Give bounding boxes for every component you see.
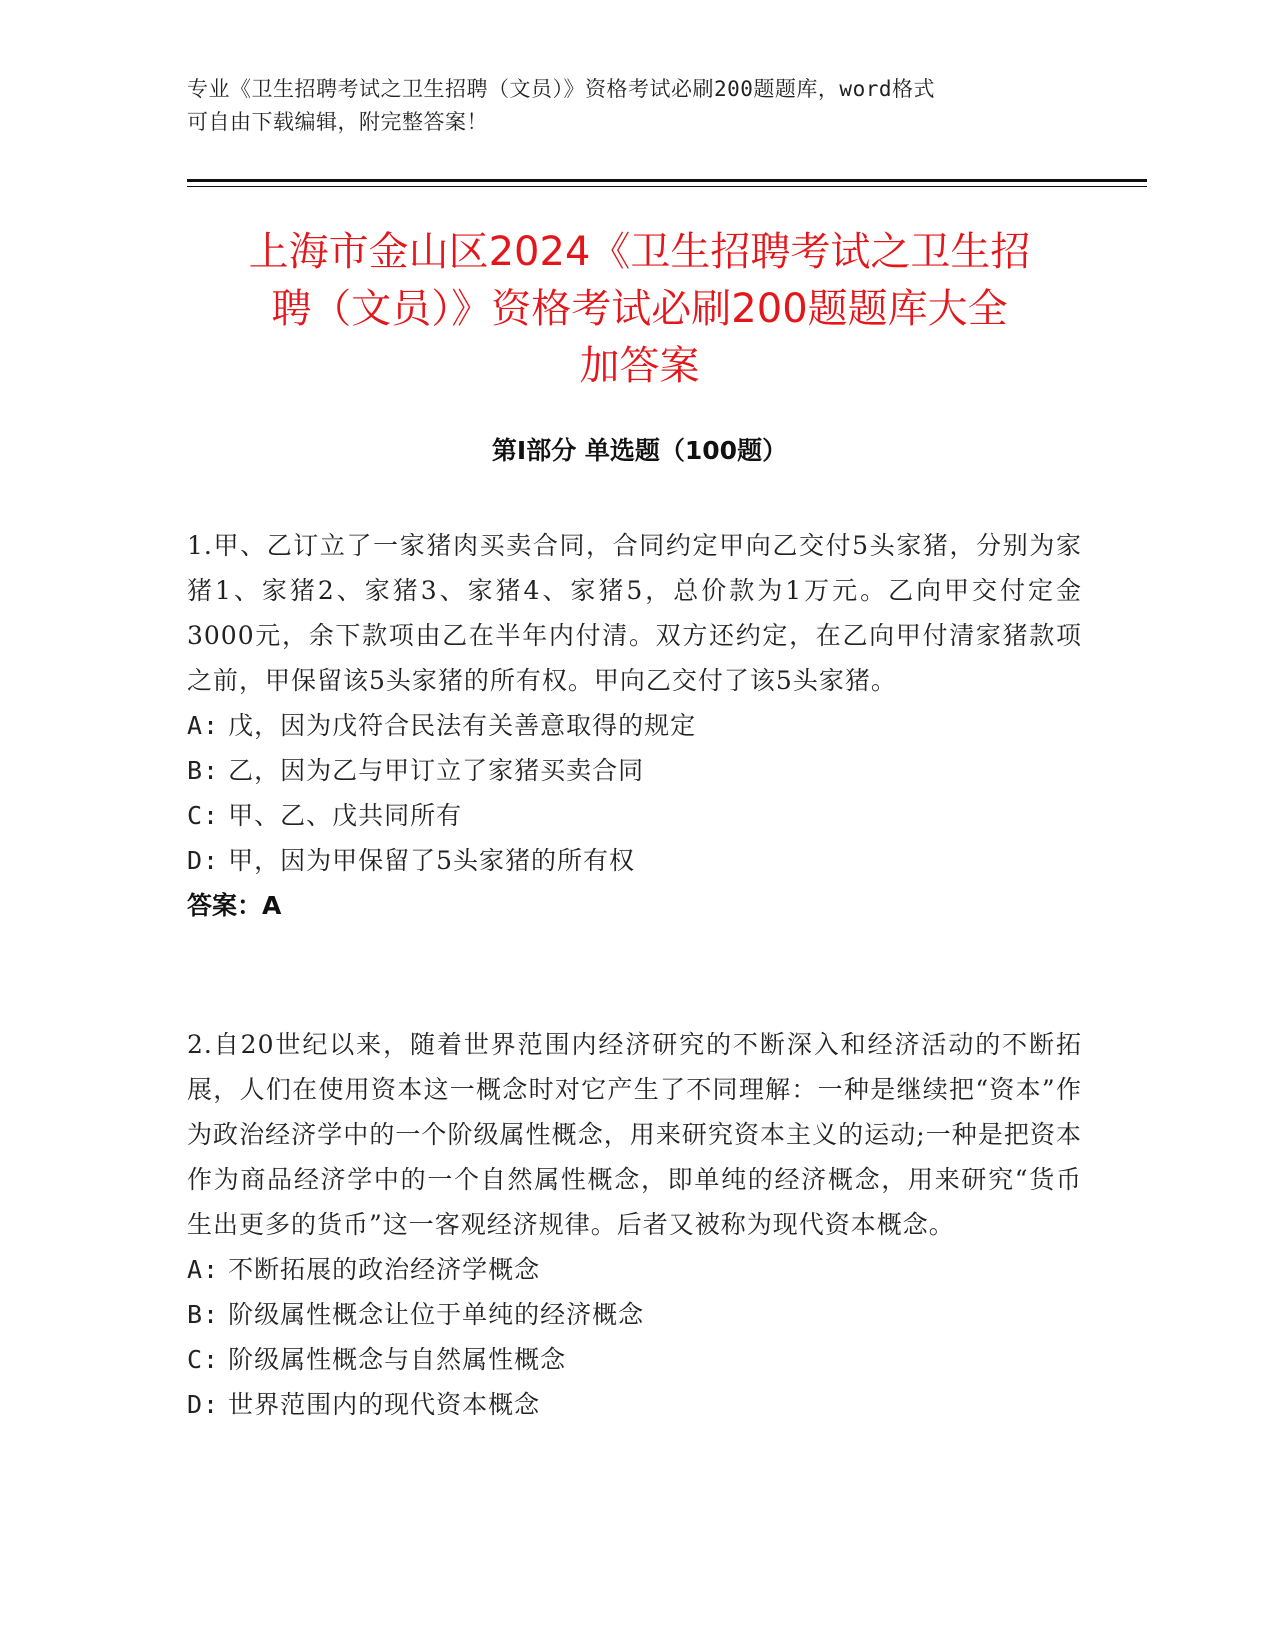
- header-note-line-2: 可自由下载编辑，附完整答案！: [187, 110, 488, 134]
- question-1: [187, 523, 1082, 928]
- option-d: [187, 1382, 1082, 1427]
- option-b: [187, 1292, 1082, 1337]
- question-2: [187, 1022, 1082, 1427]
- option-b: [187, 748, 1082, 793]
- option-key: C:: [187, 801, 220, 830]
- section-title: 第Ⅰ部分 单选题（100题）: [491, 436, 788, 465]
- header-divider-thin: [187, 186, 1147, 187]
- document-title-line-3: 加答案: [579, 343, 700, 389]
- question-stem: 1.甲、乙订立了一家猪肉买卖合同，合同约定甲向乙交付5头家猪，分别为家猪1、家猪2、家猪3、家猪4、家猪5，总价款为1万元。乙向甲交付定金3000元，余下款项由乙在半年内付清。双方还约定，在乙向甲付清家猪款项之前，甲保留该5头家猪的所有权。甲向乙交付了该5头家猪。: [187, 531, 1082, 695]
- option-text: 甲，因为甲保留了5头家猪的所有权: [228, 846, 635, 875]
- option-text: 甲、乙、戊共同所有: [228, 801, 463, 830]
- option-a: [187, 1247, 1082, 1292]
- option-text: 阶级属性概念与自然属性概念: [228, 1345, 567, 1374]
- document-title-line-1: 上海市金山区2024《卫生招聘考试之卫生招: [248, 229, 1031, 275]
- option-text: 戊，因为戊符合民法有关善意取得的规定: [228, 711, 697, 740]
- option-key: D:: [187, 846, 220, 875]
- option-key: D:: [187, 1390, 220, 1419]
- option-d: [187, 838, 1082, 883]
- option-text: 阶级属性概念让位于单纯的经济概念: [228, 1300, 645, 1329]
- header-note: [187, 73, 1067, 139]
- option-key: B:: [187, 756, 220, 785]
- document-title-line-2: 聘（文员）》资格考试必刷200题题库大全: [271, 286, 1008, 332]
- header-note-line-1: 专业《卫生招聘考试之卫生招聘（文员）》资格考试必刷200题题库，word格式: [187, 77, 935, 101]
- option-c: [187, 1337, 1082, 1382]
- option-key: C:: [187, 1345, 220, 1374]
- option-key: B:: [187, 1300, 220, 1329]
- option-c: [187, 793, 1082, 838]
- header-divider-thick: [187, 179, 1147, 182]
- option-a: [187, 703, 1082, 748]
- question-stem: 2.自20世纪以来，随着世界范围内经济研究的不断深入和经济活动的不断拓展，人们在使用资本这一概念时对它产生了不同理解：一种是继续把“资本”作为政治经济学中的一个阶级属性概念，用来研究资本主义的运动;一种是把资本作为商品经济学中的一个自然属性概念，即单纯的经济概念，用来研究“货币生出更多的货币”这一客观经济规律。后者又被称为现代资本概念。: [187, 1030, 1082, 1239]
- option-text: 乙，因为乙与甲订立了家猪买卖合同: [228, 756, 645, 785]
- document-title: [187, 224, 1092, 395]
- option-text: 不断拓展的政治经济学概念: [228, 1255, 541, 1284]
- answer: 答案：A: [187, 891, 282, 920]
- option-text: 世界范围内的现代资本概念: [228, 1390, 541, 1419]
- option-key: A:: [187, 711, 220, 740]
- option-key: A:: [187, 1255, 220, 1284]
